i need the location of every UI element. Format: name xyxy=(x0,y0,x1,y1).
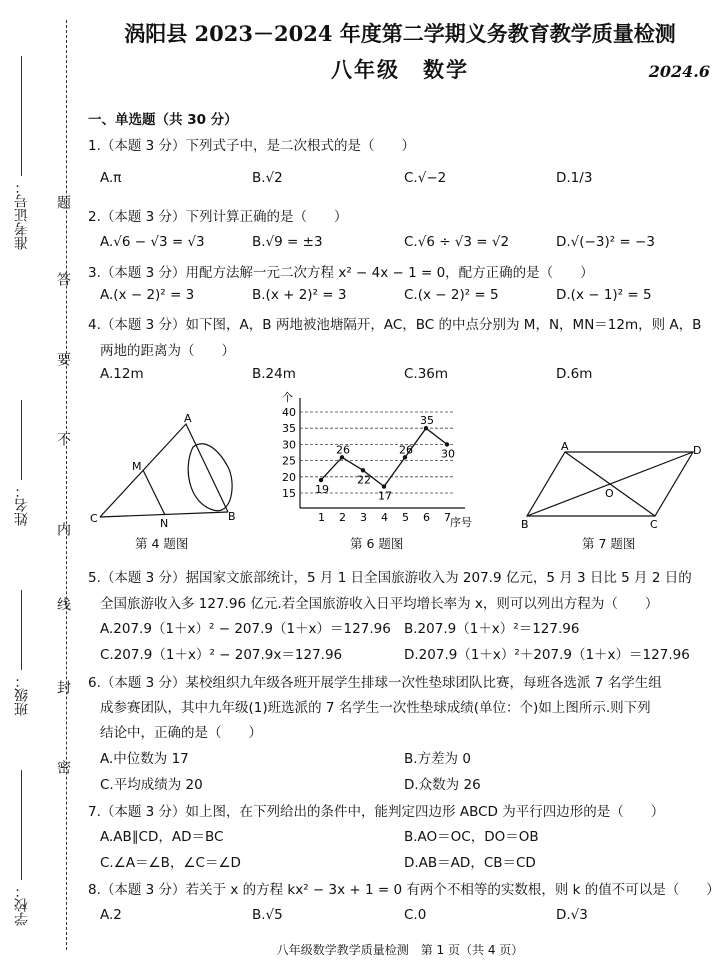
option-b[interactable]: B.(x + 2)² = 3 xyxy=(252,287,347,303)
option-c[interactable]: C.(x − 2)² = 5 xyxy=(404,287,499,303)
figure-7-parallelogram xyxy=(515,442,705,534)
y-tick-label: 20 xyxy=(282,470,296,484)
binding-margin xyxy=(0,0,80,969)
seal-char: 密 xyxy=(55,760,71,774)
x-tick-label: 3 xyxy=(360,511,367,524)
seal-char: 封 xyxy=(55,680,71,694)
figure-6-line-chart xyxy=(270,390,480,532)
data-label: 19 xyxy=(315,483,329,497)
x-tick-label: 6 xyxy=(423,511,430,524)
option-a[interactable]: A.AB∥CD，AD＝BC xyxy=(100,829,224,845)
option-b[interactable]: B.AO＝OC，DO＝OB xyxy=(404,829,539,845)
exam-id-field[interactable]: 准考证号： xyxy=(12,56,32,250)
name-field[interactable]: 姓名： xyxy=(12,400,32,526)
question-stem: 5.（本题 3 分）据国家文旅部统计，5 月 1 日全国旅游收入为 207.9 亿元，5 月 3 日比 5 月 2 日的 xyxy=(88,570,692,586)
data-label: 22 xyxy=(357,473,371,487)
option-a[interactable]: A.2 xyxy=(100,907,122,923)
x-tick-label: 1 xyxy=(318,511,325,524)
label-o: O xyxy=(605,487,614,500)
seal-char: 不 xyxy=(55,432,71,446)
seal-char: 内 xyxy=(55,522,71,536)
option-c[interactable]: C.√6 ÷ √3 = √2 xyxy=(404,234,510,250)
option-c[interactable]: C.√−2 xyxy=(404,170,447,186)
option-d[interactable]: D.√(−3)² = −3 xyxy=(556,234,655,250)
school-field[interactable]: 学校： xyxy=(12,770,32,926)
label-c: C xyxy=(90,512,98,525)
figure-4-triangle xyxy=(88,412,248,532)
x-tick-label: 7 xyxy=(444,511,451,524)
data-point xyxy=(382,484,386,488)
label-a: A xyxy=(184,412,192,425)
x-tick-label: 4 xyxy=(381,511,388,524)
chart-xlabel: 序号 xyxy=(450,516,472,529)
option-a[interactable]: A.π xyxy=(100,170,122,186)
figure-6-caption: 第 6 题图 xyxy=(350,536,404,551)
exam-date: 2024.6 xyxy=(648,62,710,81)
data-label: 26 xyxy=(336,443,350,457)
figure-4-caption: 第 4 题图 xyxy=(135,536,189,551)
option-a[interactable]: A.(x − 2)² = 3 xyxy=(100,287,195,303)
option-d[interactable]: D.207.9（1＋x）²＋207.9（1＋x）＝127.96 xyxy=(404,647,690,663)
option-b[interactable]: B.24m xyxy=(252,366,296,382)
y-tick-label: 15 xyxy=(282,487,296,500)
option-d[interactable]: D.(x − 1)² = 5 xyxy=(556,287,652,303)
question-stem: 2.（本题 3 分）下列计算正确的是（ ） xyxy=(88,209,348,225)
label-n: N xyxy=(160,517,169,530)
option-b[interactable]: B.√9 = ±3 xyxy=(252,234,323,250)
question-stem: 6.（本题 3 分）某校组织九年级各班开展学生排球一次性垫球团队比赛，每班各选派 7 名学生组 xyxy=(88,675,662,691)
question-stem-cont: 全国旅游收入多 127.96 亿元.若全国旅游收入日平均增长率为 x，则可以列出方程为（ ） xyxy=(100,596,659,612)
page-title: 涡阳县 2023－2024 年度第二学期义务教育教学质量检测 xyxy=(124,21,676,46)
label-a: A xyxy=(561,442,569,453)
data-label: 26 xyxy=(399,443,413,457)
seal-char: 要 xyxy=(55,352,71,366)
option-c[interactable]: C.∠A＝∠B，∠C＝∠D xyxy=(100,855,241,871)
y-tick-label: 35 xyxy=(282,422,296,436)
question-stem-cont: 结论中，正确的是（ ） xyxy=(100,725,262,741)
seal-line xyxy=(66,20,67,950)
question-stem: 1.（本题 3 分）下列式子中，是二次根式的是（ ） xyxy=(88,138,416,154)
question-stem: 4.（本题 3 分）如下图，A，B 两地被池塘隔开，AC，BC 的中点分别为 M，N，MN＝12m，则 A，B xyxy=(88,317,702,333)
data-label: 17 xyxy=(378,489,392,503)
option-c[interactable]: C.36m xyxy=(404,366,449,382)
question-stem-cont: 成参赛团队，其中九年级(1)班选派的 7 名学生一次性垫球成绩(单位：个)如上图所示.则下列 xyxy=(100,700,651,716)
option-a[interactable]: A.√6 − √3 = √3 xyxy=(100,234,205,250)
data-point xyxy=(319,478,323,482)
data-point xyxy=(445,442,449,446)
question-stem: 3.（本题 3 分）用配方法解一元二次方程 x² − 4x − 1 = 0，配方正确的是（ ） xyxy=(88,265,594,281)
option-b[interactable]: B.√5 xyxy=(252,907,283,923)
option-b[interactable]: B.方差为 0 xyxy=(404,751,471,767)
label-b: B xyxy=(228,510,236,523)
class-field[interactable]: 班级： xyxy=(12,590,32,716)
option-d[interactable]: D.√3 xyxy=(556,907,588,923)
label-m: M xyxy=(132,460,142,473)
data-label: 35 xyxy=(420,414,434,428)
seal-char: 答 xyxy=(55,272,71,286)
page-footer: 八年级数学教学质量检测 第 1 页（共 4 页） xyxy=(276,943,524,957)
data-label: 30 xyxy=(441,447,455,461)
y-tick-label: 30 xyxy=(282,438,296,452)
option-d[interactable]: D.6m xyxy=(556,366,593,382)
x-tick-label: 5 xyxy=(402,511,409,524)
label-b: B xyxy=(521,518,529,531)
section-title: 一、单选题（共 30 分） xyxy=(88,112,238,128)
data-point xyxy=(361,468,365,472)
label-c: C xyxy=(650,518,658,531)
question-stem: 8.（本题 3 分）若关于 x 的方程 kx² − 3x + 1 = 0 有两个不相等的实数根，则 k 的值不可以是（ ） xyxy=(88,882,720,898)
chart-ylabel: 个 xyxy=(282,391,293,404)
option-b[interactable]: B.√2 xyxy=(252,170,283,186)
question-stem-cont: 两地的距离为（ ） xyxy=(100,343,235,359)
x-tick-label: 2 xyxy=(339,511,346,524)
label-d: D xyxy=(693,444,702,457)
option-a[interactable]: A.207.9（1＋x）² − 207.9（1＋x）＝127.96 xyxy=(100,621,391,637)
y-tick-label: 40 xyxy=(282,406,296,419)
figure-7-caption: 第 7 题图 xyxy=(582,536,636,551)
y-tick-label: 25 xyxy=(282,454,296,468)
seal-char: 线 xyxy=(55,597,71,611)
page-subtitle: 八年级 数学 xyxy=(331,57,469,82)
seal-char: 题 xyxy=(55,195,71,209)
question-stem: 7.（本题 3 分）如上图，在下列给出的条件中，能判定四边形 ABCD 为平行四边形的是（ ） xyxy=(88,804,665,820)
option-a[interactable]: A.12m xyxy=(100,366,144,382)
option-c[interactable]: C.平均成绩为 20 xyxy=(100,777,203,793)
option-a[interactable]: A.中位数为 17 xyxy=(100,751,189,767)
option-d[interactable]: D.AB＝AD，CB＝CD xyxy=(404,855,536,871)
option-c[interactable]: C.207.9（1＋x）² − 207.9x＝127.96 xyxy=(100,647,343,663)
option-d[interactable]: D.众数为 26 xyxy=(404,777,481,793)
option-c[interactable]: C.0 xyxy=(404,907,427,923)
option-b[interactable]: B.207.9（1＋x）²＝127.96 xyxy=(404,621,580,637)
option-d[interactable]: D.1/3 xyxy=(556,170,593,186)
